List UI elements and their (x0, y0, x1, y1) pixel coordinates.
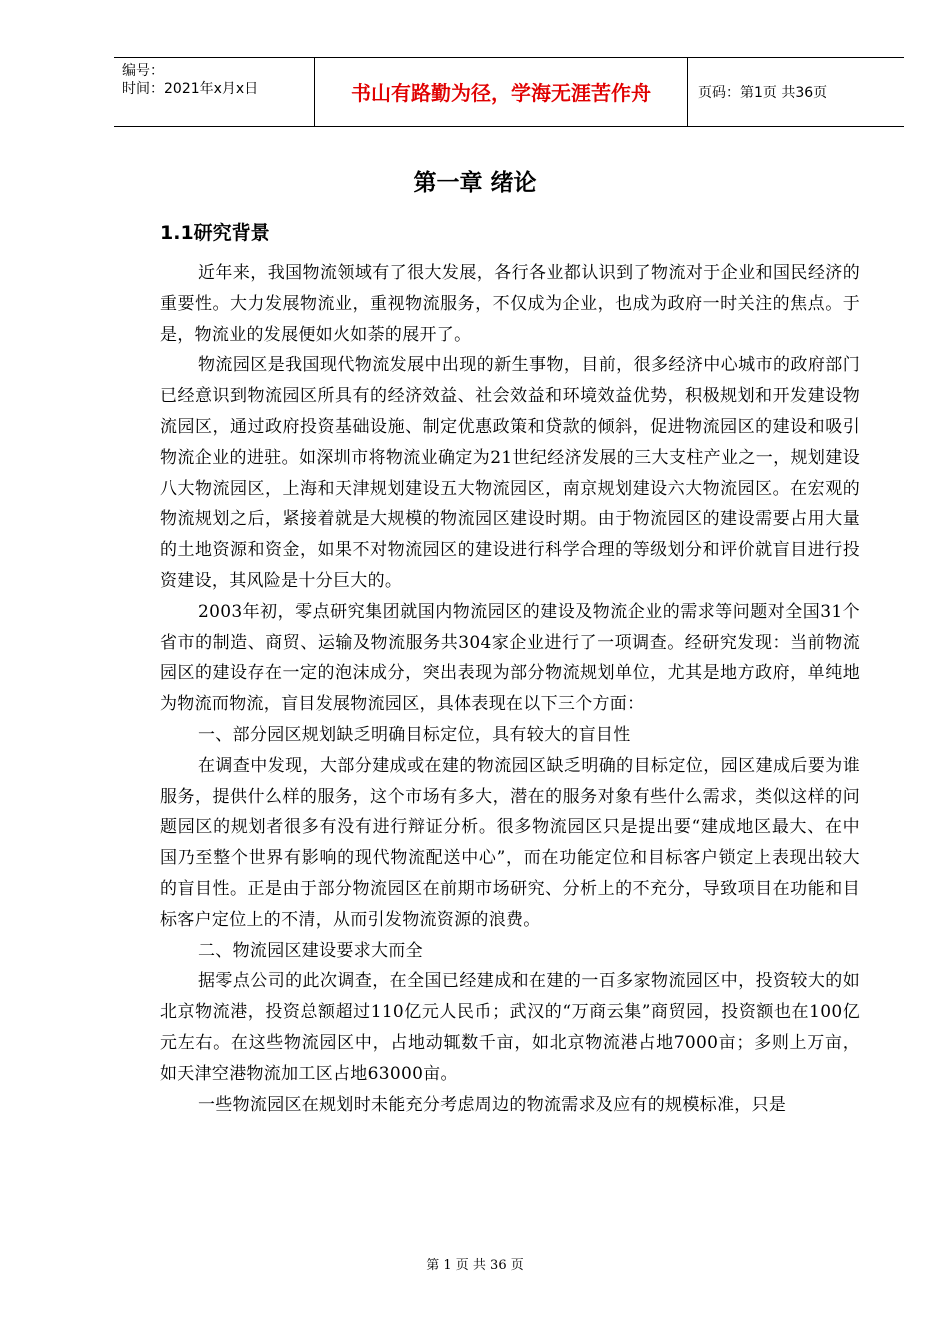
paragraph: 一些物流园区在规划时未能充分考虑周边的物流需求及应有的规模标准，只是 (198, 1094, 787, 1115)
section-title: 1.1研究背景 (160, 222, 270, 244)
header-page-info: 页码：第1页 共36页 (698, 85, 828, 101)
document-number-label: 编号： (122, 63, 164, 79)
page-header (114, 57, 904, 127)
page-footer: 第 1 页 共 36 页 (426, 1258, 524, 1273)
header-motto: 书山有路勤为径，学海无涯苦作舟 (351, 81, 651, 105)
paragraph: 据零点公司的此次调查，在全国已经建成和在建的一百多家物流园区中，投资较大的如北京物流港，投资总额超过110亿元人民币；武汉的“万商云集”商贸园，投资额也在100亿元左右。在这些物流园区中，占地动辄数千亩，如北京物流港占地7000亩；多则上万亩，如天津空港物流加工区占地63000亩。 (160, 971, 860, 1084)
body-text (160, 258, 860, 1120)
paragraph: 在调查中发现，大部分建成或在建的物流园区缺乏明确的目标定位，园区建成后要为谁服务，提供什么样的服务，这个市场有多大，潜在的服务对象有些什么需求，类似这样的问题园区的规划者很多有没有进行辩证分析。很多物流园区只是提出要“建成地区最大、在中国乃至整个世界有影响的现代物流配送中心”，而在功能定位和目标客户锁定上表现出较大的盲目性。正是由于部分物流园区在前期市场研究、分析上的不充分，导致项目在功能和目标客户定位上的不清，从而引发物流资源的浪费。 (160, 755, 860, 930)
paragraph: 2003年初，零点研究集团就国内物流园区的建设及物流企业的需求等问题对全国31个省市的制造、商贸、运输及物流服务共304家企业进行了一项调查。经研究发现：当前物流园区的建设存在一定的泡沫成分，突出表现为部分物流规划单位，尤其是地方政府，单纯地为物流而物流，盲目发展物流园区，具体表现在以下三个方面： (160, 601, 860, 715)
subheading-paragraph: 二、物流园区建设要求大而全 (198, 940, 423, 961)
document-time-label: 时间：2021年x月x日 (122, 81, 259, 97)
subheading-paragraph: 一、部分园区规划缺乏明确目标定位，具有较大的盲目性 (198, 724, 631, 745)
paragraph: 近年来，我国物流领域有了很大发展，各行各业都认识到了物流对于企业和国民经济的重要性。大力发展物流业，重视物流服务，不仅成为企业，也成为政府一时关注的焦点。于是，物流业的发展便如火如荼的展开了。 (160, 263, 860, 345)
chapter-title: 第一章 绪论 (413, 170, 537, 196)
header-page-cell (688, 58, 904, 126)
header-meta-cell (114, 58, 314, 126)
header-motto-cell (314, 58, 688, 126)
paragraph: 物流园区是我国现代物流发展中出现的新生事物，目前，很多经济中心城市的政府部门已经意识到物流园区所具有的经济效益、社会效益和环境效益优势，积极规划和开发建设物流园区，通过政府投资基础设施、制定优惠政策和贷款的倾斜，促进物流园区的建设和吸引物流企业的进驻。如深圳市将物流业确定为21世纪经济发展的三大支柱产业之一，规划建设八大物流园区，上海和天津规划建设五大物流园区，南京规划建设六大物流园区。在宏观的物流规划之后，紧接着就是大规模的物流园区建设时期。由于物流园区的建设需要占用大量的土地资源和资金，如果不对物流园区的建设进行科学合理的等级划分和评价就盲目进行投资建设，其风险是十分巨大的。 (160, 355, 860, 591)
